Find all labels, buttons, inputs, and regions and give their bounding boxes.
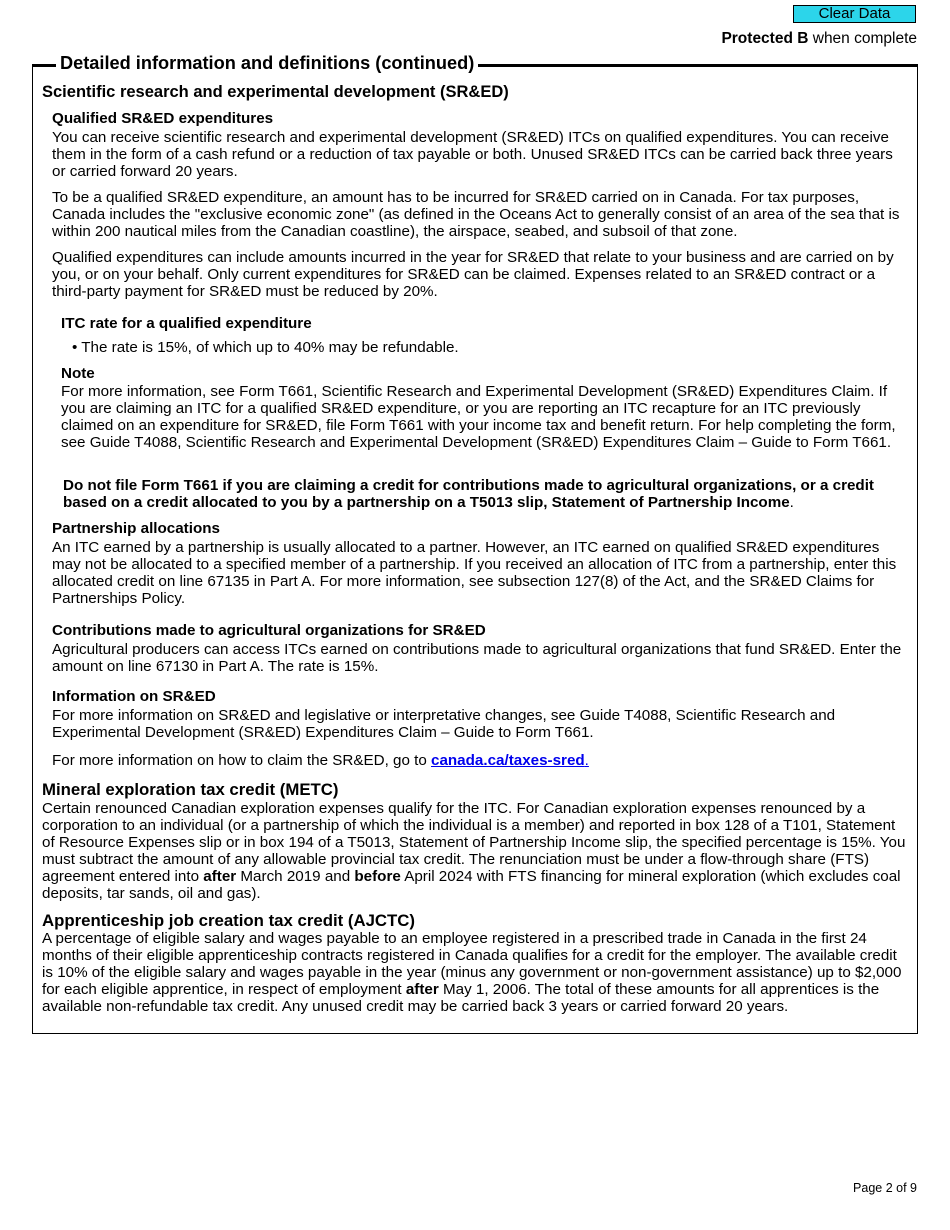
qualified-paragraph-3: Qualified expenditures can include amounts incurred in the year for SR&ED that relate to your business and are carried on by you, or on your behalf. Only current expenditures for SR&ED can be claimed. Expenses related to an SR&ED contract or a third-party payment for SR&ED must be reduced by 20%. <box>52 249 894 300</box>
note-text: For more information, see Form T661, Scientific Research and Experimental Development (SR&ED) Expenditures Claim. If you are claiming an ITC for a qualified SR&ED expenditure, or you are reporting an ITC recapture for an ITC previously claimed on an expenditure for SR&ED, file Form T661 with your income tax and benefit return. For help completing the form, see Guide T4088, Scientific Research and Experimental Development (SR&ED) Expenditures Claim – Guide to Form T661. <box>61 383 896 451</box>
claim-sred-text <box>52 752 910 769</box>
note-warning <box>63 477 903 511</box>
metc-before: before <box>354 868 401 885</box>
note-warning-end: . <box>789 494 794 511</box>
protected-suffix-text: when complete <box>808 30 917 47</box>
agricultural-heading: Contributions made to agricultural organizations for SR&ED <box>52 622 486 639</box>
ajctc-text <box>42 930 912 1015</box>
agricultural-text: Agricultural producers can access ITCs earned on contributions made to agricultural organizations that fund SR&ED. Enter the amount on line 67130 in Part A. The rate is 15%. <box>52 641 902 675</box>
ajctc-text-b: May 1, 2006. The total of these amounts for all apprentices is the available non-refundable tax credit. Any unused credit may be carried back 3 years or carried forward 20 years. <box>42 981 880 1015</box>
partnership-heading: Partnership allocations <box>52 520 220 537</box>
metc-text <box>42 800 912 902</box>
qualified-expenditures-heading: Qualified SR&ED expenditures <box>52 110 274 127</box>
metc-after: after <box>203 868 237 885</box>
sred-title: Scientific research and experimental development (SR&ED) <box>42 83 509 101</box>
claim-sred-end: . <box>584 752 589 769</box>
metc-text-c: April 2024 with FTS financing for mineral exploration (which excludes coal deposits, tar sands, oil and gas). <box>42 868 901 902</box>
metc-text-a: Certain renounced Canadian exploration expenses qualify for the ITC. For Canadian exploration expenses renounced by a corporation to an individual (or a partnership of which the individual is a member) and reported in box 128 of a T101, Statement of Resource Expenses slip or in box 194 of a T5013, Statement of Partnership Income slip, the specified percentage is 15%. You must subtract the amount of any allowable provincial tax credit. The renunciation must be under a flow-through share (FTS) agreement entered into <box>42 800 906 885</box>
page-number: Page 2 of 9 <box>853 1181 917 1195</box>
itc-rate-heading: ITC rate for a qualified expenditure <box>61 315 312 332</box>
qualified-paragraph-2: To be a qualified SR&ED expenditure, an amount has to be incurred for SR&ED carried on in Canada. For tax purposes, Canada includes the "exclusive economic zone" (as defined in the Oceans Act to generally consist of an area of the sea that is within 200 nautical miles from the Canadian coastline), the airspace, seabed, and subsoil of that zone. <box>52 189 900 240</box>
ajctc-text-a: A percentage of eligible salary and wages payable to an employee registered in a prescribed trade in Canada in the first 24 months of their eligible apprenticeship contracts registered in Canada qualifies for a credit for the employer. The available credit is 10% of the eligible salary and wages payable in the year (minus any government or non-government assistance) up to $2,000 for each eligible apprentice, in respect of employment <box>42 930 902 998</box>
sred-link[interactable]: canada.ca/taxes-sred <box>431 752 585 769</box>
metc-title: Mineral exploration tax credit (METC) <box>42 780 339 799</box>
info-sred-text: For more information on SR&ED and legislative or interpretative changes, see Guide T4088, Scientific Research and Experimental Development (SR&ED) Expenditures Claim – Guide to Form T661. <box>52 707 836 741</box>
claim-sred-prefix: For more information on how to claim the SR&ED, go to <box>52 752 432 769</box>
note-heading: Note <box>61 365 95 382</box>
qualified-paragraph-1: You can receive scientific research and experimental development (SR&ED) ITCs on qualified expenditures. You can receive them in the form of a cash refund or a reduction of tax payable or both. Unused SR&ED ITCs can be carried back three years or carried forward 20 years. <box>52 129 893 180</box>
partnership-text: An ITC earned by a partnership is usually allocated to a partner. However, an ITC earned on qualified SR&ED expenditures may not be allocated to a specified member of a partnership. If you received an allocation of ITC from a partnership, enter this allocated credit on line 67135 in Part A. For more information, see subsection 127(8) of the Act, and the SR&ED Claims for Partnerships Policy. <box>52 539 897 607</box>
ajctc-title: Apprenticeship job creation tax credit (AJCTC) <box>42 911 415 930</box>
clear-data-button[interactable]: Clear Data <box>793 5 916 23</box>
note-warning-bold: Do not file Form T661 if you are claiming a credit for contributions made to agricultural organizations, or a credit based on a credit allocated to you by a partnership on a T5013 slip, Statement of Partnership Income <box>63 477 874 511</box>
info-sred-heading: Information on SR&ED <box>52 688 216 705</box>
protected-label <box>721 30 917 47</box>
ajctc-after: after <box>405 981 439 998</box>
itc-rate-bullet: • The rate is 15%, of which up to 40% may be refundable. <box>72 339 459 356</box>
metc-text-b: March 2019 and <box>236 868 355 885</box>
section-title: Detailed information and definitions (continued) <box>56 52 478 74</box>
protected-b-text: Protected B <box>721 30 809 47</box>
